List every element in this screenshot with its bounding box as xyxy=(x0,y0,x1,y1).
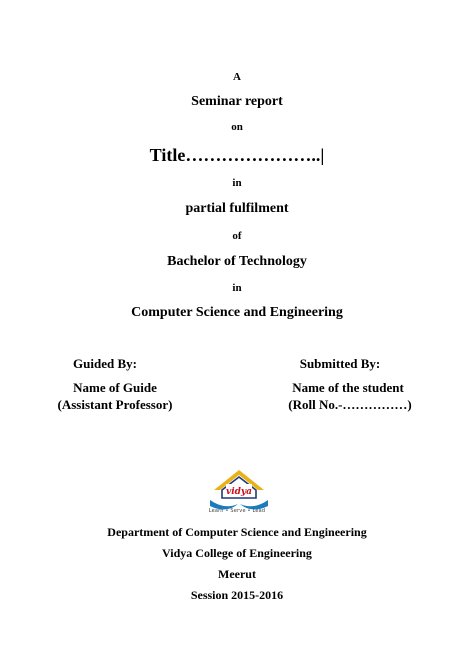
guide-designation: (Assistant Professor) xyxy=(57,397,173,412)
cover-in-2: in xyxy=(232,282,242,294)
guide-heading: Guided By: xyxy=(73,356,137,371)
cover-title-line: Title…………………..| xyxy=(149,145,325,165)
logo-text: vidya xyxy=(225,487,253,497)
student-name: Name of the student xyxy=(292,380,404,395)
cover-partial-fulfilment: partial fulfilment xyxy=(185,201,289,216)
cover-degree: Bachelor of Technology xyxy=(167,254,307,269)
student-roll: (Roll No.-……………) xyxy=(288,397,412,412)
footer-session: Session 2015-2016 xyxy=(190,588,284,602)
cover-branch: Computer Science and Engineering xyxy=(131,305,343,320)
logo-tagline: Learn • Serve • Lead xyxy=(208,508,266,514)
footer-city: Meerut xyxy=(218,567,256,581)
cover-heading-a: A xyxy=(233,71,241,83)
cover-seminar-report: Seminar report xyxy=(191,94,283,109)
footer-college: Vidya College of Engineering xyxy=(162,546,312,560)
cover-in-1: in xyxy=(232,177,242,189)
guide-name: Name of Guide xyxy=(73,380,157,395)
footer-department: Department of Computer Science and Engineering xyxy=(107,525,367,539)
cover-of: of xyxy=(232,230,242,242)
cover-on: on xyxy=(231,121,243,133)
student-heading: Submitted By: xyxy=(299,356,381,371)
